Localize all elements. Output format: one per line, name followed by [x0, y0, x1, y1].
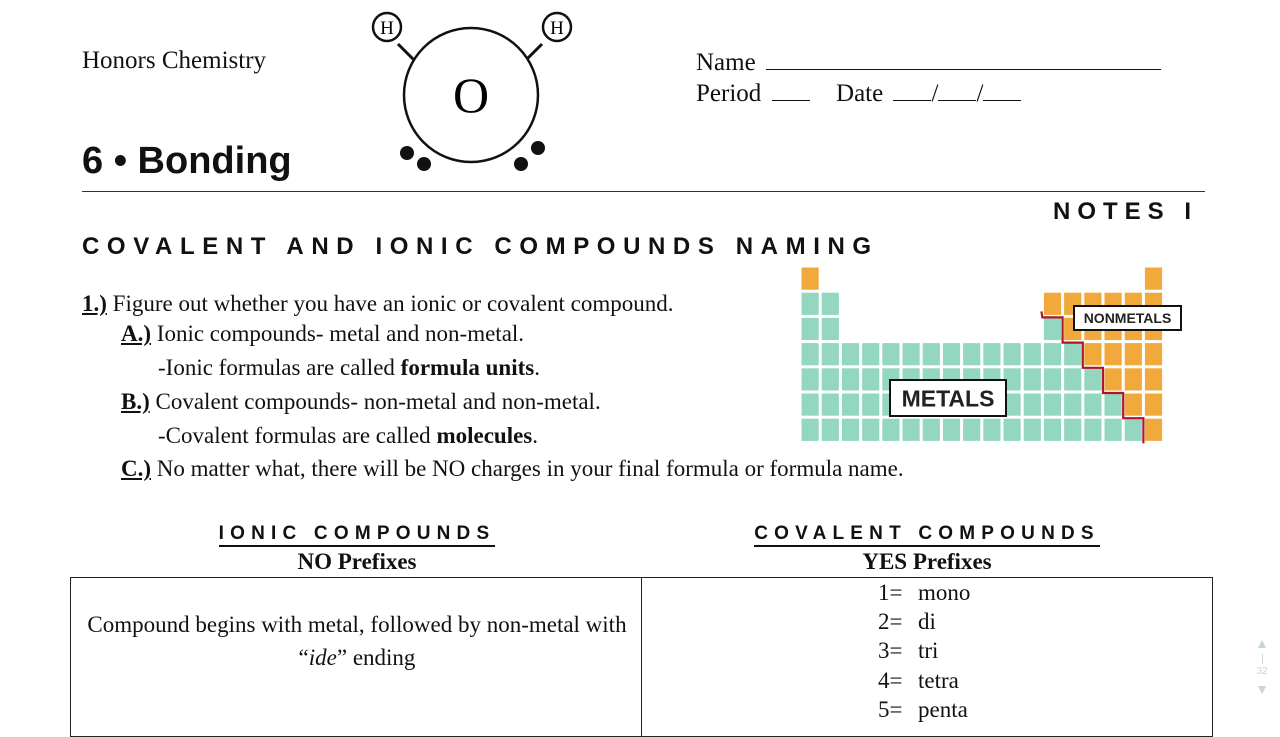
step-b-marker: B.) [121, 389, 150, 414]
metal-cell [801, 368, 819, 391]
step-1 [82, 291, 673, 317]
prefix-row-2 [878, 609, 936, 635]
nonmetal-cell [1124, 368, 1142, 391]
covalent-heading: COVALENT COMPOUNDS [754, 523, 1100, 547]
nonmetal-cell [1144, 343, 1162, 366]
prefix-number: 5= [878, 697, 903, 722]
date-month-blank [893, 78, 931, 101]
metal-cell [1064, 393, 1082, 416]
metal-cell [902, 418, 920, 441]
ionic-subheading: NO Prefixes [297, 549, 417, 574]
nonmetal-cell [1144, 418, 1162, 441]
student-info-block [696, 47, 1161, 109]
name-label: Name [696, 49, 756, 76]
prefix-row-1 [878, 580, 970, 606]
nonmetal-cell [1144, 368, 1162, 391]
step-c [121, 456, 904, 482]
step-a-text: Ionic compounds- metal and non-metal. [156, 321, 525, 346]
metal-cell [1084, 418, 1102, 441]
nonmetal-cell [1084, 343, 1102, 366]
periodic-table-diagram [798, 264, 1172, 454]
step-a-detail [158, 355, 540, 381]
metal-cell [821, 393, 839, 416]
prefix-name: di [918, 609, 936, 634]
ionic-rule-text: Compound begins with metal, followed by non-metal with “ [87, 612, 627, 670]
nonmetals-label [1074, 306, 1181, 330]
metal-cell [963, 418, 981, 441]
metal-cell [821, 368, 839, 391]
prefix-name: penta [918, 697, 968, 722]
page-down-icon[interactable]: ▼ [1255, 681, 1269, 697]
ide-suffix: ide [308, 645, 337, 670]
prefix-number: 1= [878, 580, 903, 605]
metal-cell [882, 418, 900, 441]
header-divider [82, 191, 1205, 192]
ionic-naming-rule [74, 608, 640, 674]
metal-cell [1124, 418, 1142, 441]
metal-cell [821, 418, 839, 441]
step-b [121, 389, 601, 415]
step-b-text: Covalent compounds- non-metal and non-metal. [155, 389, 601, 414]
ionic-heading: IONIC COMPOUNDS [219, 523, 496, 547]
step-c-text: No matter what, there will be NO charges in your final formula or formula name. [156, 456, 904, 481]
metal-cell [1023, 343, 1041, 366]
metal-cell [841, 343, 859, 366]
section-title: COVALENT AND IONIC COMPOUNDS NAMING [82, 233, 879, 260]
metal-cell [1064, 343, 1082, 366]
metal-cell [1084, 393, 1102, 416]
step-a-detail-end: . [534, 355, 540, 380]
right-hydrogen-label: H [550, 18, 564, 39]
prefix-row-3 [878, 638, 938, 664]
metal-cell [922, 343, 940, 366]
period-date-line: Period Date / / [696, 78, 1161, 109]
formula-units-term: formula units [400, 355, 535, 380]
prefix-number: 2= [878, 609, 903, 634]
metals-label [890, 380, 1006, 416]
metal-cell [862, 418, 880, 441]
metal-cell [942, 343, 960, 366]
nonmetal-cell [1043, 292, 1061, 315]
page-navigator [1250, 636, 1274, 696]
page-up-icon[interactable]: ▲ [1255, 635, 1269, 651]
metal-cell [821, 317, 839, 340]
nonmetal-cell [1124, 393, 1142, 416]
metal-cell [862, 393, 880, 416]
metal-cell [1084, 368, 1102, 391]
metal-cell [801, 317, 819, 340]
metal-cell [862, 368, 880, 391]
metal-cell [841, 418, 859, 441]
metals-label-text: METALS [901, 385, 995, 412]
period-blank [772, 78, 810, 101]
prefix-name: tetra [918, 668, 959, 693]
metal-cell [821, 292, 839, 315]
notes-label: NOTES I [1052, 198, 1198, 225]
metal-cell [1043, 418, 1061, 441]
metal-cell [1003, 418, 1021, 441]
metal-cell [1023, 418, 1041, 441]
metal-cell [862, 343, 880, 366]
step-b-detail-text: -Covalent formulas are called [158, 423, 437, 448]
metal-cell [983, 343, 1001, 366]
lone-pair-electron [400, 146, 414, 160]
covalent-heading-wrap [644, 523, 1210, 545]
metal-cell [942, 418, 960, 441]
metal-cell [1064, 418, 1082, 441]
metal-cell [1043, 317, 1061, 340]
metal-cell [1064, 368, 1082, 391]
metal-cell [882, 343, 900, 366]
prefix-row-5 [878, 697, 968, 723]
nonmetal-cell [801, 267, 819, 290]
page-number: 32 [1256, 666, 1268, 677]
date-year-blank [983, 78, 1021, 101]
prefix-name: mono [918, 580, 971, 605]
metal-cell [801, 393, 819, 416]
covalent-subheading: YES Prefixes [862, 549, 992, 574]
step-a [121, 321, 524, 347]
metal-cell [1023, 393, 1041, 416]
metal-cell [841, 368, 859, 391]
metal-cell [801, 418, 819, 441]
step-c-marker: C.) [121, 456, 152, 481]
step-a-marker: A.) [121, 321, 152, 346]
page-indicator-line [1262, 654, 1263, 664]
nonmetal-cell [1104, 343, 1122, 366]
prefix-number: 3= [878, 638, 903, 663]
metal-cell [801, 343, 819, 366]
molecules-term: molecules [436, 423, 533, 448]
nonmetal-cell [1144, 267, 1162, 290]
table-column-divider [641, 577, 642, 737]
metal-cell [841, 393, 859, 416]
prefix-name: tri [918, 638, 939, 663]
date-label: Date [836, 80, 884, 107]
left-hydrogen-label: H [380, 18, 394, 39]
date-day-blank [938, 78, 976, 101]
prefix-number: 4= [878, 668, 903, 693]
period-label: Period [696, 80, 762, 107]
name-line [696, 47, 1161, 78]
nonmetal-cell [1144, 393, 1162, 416]
metal-cell [1104, 418, 1122, 441]
nonmetals-label-text: NONMETALS [1083, 310, 1172, 327]
lone-pair-electron [417, 157, 431, 171]
metal-cell [922, 418, 940, 441]
metal-cell [821, 343, 839, 366]
metal-cell [963, 343, 981, 366]
nonmetal-cell [1124, 343, 1142, 366]
course-name: Honors Chemistry [82, 47, 267, 74]
ionic-heading-wrap [74, 523, 640, 545]
ionic-rule-end: ” ending [336, 645, 416, 670]
step-1-marker: 1.) [82, 291, 107, 316]
name-blank [766, 47, 1161, 70]
step-b-detail-end: . [532, 423, 538, 448]
step-b-detail [158, 423, 538, 449]
metal-cell [902, 343, 920, 366]
unit-title: 6 • Bonding [82, 140, 292, 182]
lone-pair-electron [514, 157, 528, 171]
step-1-text: Figure out whether you have an ionic or covalent compound. [112, 291, 674, 316]
metal-cell [983, 418, 1001, 441]
metal-cell [1023, 368, 1041, 391]
metal-cell [801, 292, 819, 315]
metal-cell [1104, 393, 1122, 416]
metal-cell [1043, 393, 1061, 416]
metal-cell [1043, 343, 1061, 366]
prefix-row-4 [878, 668, 959, 694]
water-molecule-diagram [360, 8, 564, 188]
lone-pair-electron [531, 141, 545, 155]
nonmetal-cell [1104, 368, 1122, 391]
metal-cell [1043, 368, 1061, 391]
step-a-detail-text: -Ionic formulas are called [158, 355, 401, 380]
metal-cell [1003, 343, 1021, 366]
oxygen-label: O [452, 67, 490, 123]
